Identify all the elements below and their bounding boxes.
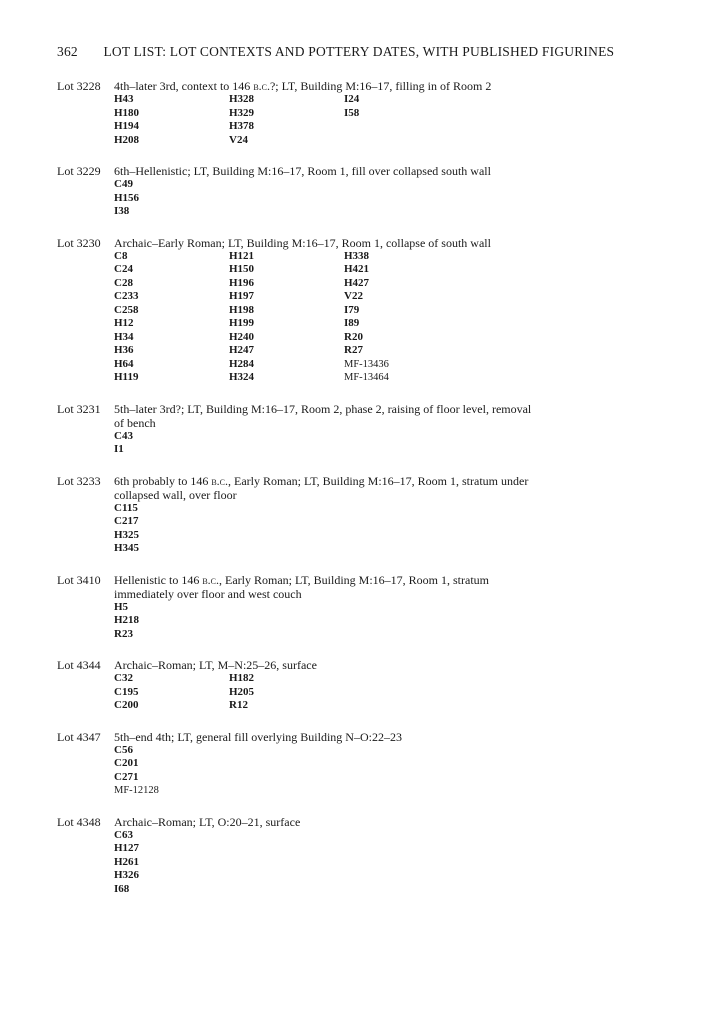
figurine-catalog-number: H127	[114, 842, 140, 854]
figurine-catalog-number: C49	[114, 178, 133, 190]
figurine-catalog-number: C201	[114, 757, 139, 769]
figurine-catalog-number: H325	[114, 528, 140, 541]
figurine-catalog-number: C233	[114, 290, 139, 302]
figurine-list	[114, 178, 677, 219]
figurine-catalog-number: H43	[114, 93, 134, 105]
figurine-catalog-number: MF-13464	[344, 372, 389, 383]
figurine-catalog-number: H5	[114, 600, 129, 613]
figurine-catalog-number: H378	[229, 120, 255, 132]
page-title: LOT LIST: LOT CONTEXTS AND POTTERY DATES, WITH PUBLISHED FIGURINES	[103, 44, 615, 59]
figurine-catalog-number: H150	[229, 263, 255, 275]
figurine-catalog-number: C28	[114, 276, 133, 289]
lot-body	[114, 658, 677, 713]
lot-label: Lot 3233	[57, 473, 101, 488]
lot-body	[114, 815, 677, 897]
figurine-catalog-number: H326	[114, 869, 140, 881]
figurine-catalog-number: MF-13436	[344, 358, 389, 370]
figurine-catalog-number: V24	[229, 133, 248, 146]
figurine-list	[114, 502, 677, 556]
figurine-catalog-number: H197	[229, 290, 255, 302]
figurine-catalog-number: C195	[114, 685, 139, 698]
lot-entry	[57, 815, 677, 897]
figurine-catalog-number: H324	[229, 371, 255, 383]
figurine-catalog-number: R20	[344, 330, 363, 343]
lot-label: Lot 3231	[57, 401, 101, 416]
page-header	[57, 44, 614, 60]
figurine-catalog-number: H218	[114, 614, 140, 626]
lot-entry	[57, 573, 677, 642]
lot-description: Archaic–Roman; LT, M–N:25–26, surface	[114, 658, 317, 672]
figurine-catalog-number: H194	[114, 120, 140, 132]
figurine-catalog-number: H345	[114, 542, 140, 554]
figurine-catalog-number: I24	[344, 93, 360, 105]
figurine-catalog-number: H156	[114, 191, 140, 204]
lot-entry	[57, 658, 677, 713]
figurine-catalog-number: H182	[229, 672, 255, 684]
lot-body	[114, 402, 677, 457]
figurine-catalog-number: H329	[229, 106, 255, 119]
lot-description: 6th probably to 146 b.c., Early Roman; LT, Building M:16–17, Room 1, stratum under collapsed wall, over floor	[114, 473, 529, 502]
figurine-catalog-number: R27	[344, 344, 363, 356]
figurine-catalog-number: H121	[229, 249, 255, 262]
lot-description: Hellenistic to 146 b.c., Early Roman; LT, Building M:16–17, Room 1, stratum immediately over floor and west couch	[114, 572, 489, 601]
figurine-catalog-number: H328	[229, 93, 255, 105]
figurine-catalog-number: C258	[114, 303, 139, 316]
figurine-catalog-number: H199	[229, 317, 255, 329]
lot-body	[114, 573, 677, 642]
figurine-catalog-number: I1	[114, 443, 124, 455]
lot-label: Lot 4348	[57, 814, 101, 829]
lot-entry	[57, 79, 677, 147]
figurine-catalog-number: C24	[114, 263, 133, 275]
figurine-catalog-number: H240	[229, 330, 255, 343]
lot-entry	[57, 402, 677, 457]
figurine-catalog-number: C43	[114, 429, 133, 442]
figurine-catalog-number: H196	[229, 276, 255, 289]
lot-body	[114, 236, 677, 385]
figurine-catalog-number: V22	[344, 290, 363, 302]
figurine-catalog-number: R23	[114, 627, 133, 640]
figurine-catalog-number: I68	[114, 882, 130, 895]
figurine-catalog-number: C217	[114, 515, 139, 527]
lot-label: Lot 4347	[57, 729, 101, 744]
figurine-catalog-number: H247	[229, 344, 255, 356]
lot-body	[114, 730, 677, 798]
lot-description: 5th–end 4th; LT, general fill overlying Building N–O:22–23	[114, 729, 402, 744]
figurine-catalog-number: H119	[114, 371, 139, 383]
figurine-catalog-number: C200	[114, 699, 139, 711]
figurine-catalog-number: MF-12128	[114, 785, 159, 796]
figurine-catalog-number: R12	[229, 699, 248, 711]
figurine-catalog-number: H208	[114, 133, 140, 146]
figurine-catalog-number: H198	[229, 303, 255, 316]
figurine-catalog-number: H180	[114, 106, 140, 119]
lot-label: Lot 3229	[57, 164, 101, 178]
figurine-list	[114, 250, 677, 385]
figurine-catalog-number: C271	[114, 770, 139, 783]
figurine-catalog-number: H36	[114, 344, 134, 356]
figurine-catalog-number: H34	[114, 330, 134, 343]
lot-label: Lot 4344	[57, 658, 101, 672]
figurine-catalog-number: H261	[114, 855, 140, 868]
figurine-catalog-number: C8	[114, 249, 128, 262]
lot-list	[57, 79, 677, 913]
figurine-catalog-number: H64	[114, 357, 134, 370]
lot-label: Lot 3228	[57, 79, 101, 93]
figurine-list	[114, 601, 677, 642]
figurine-catalog-number: I38	[114, 205, 130, 217]
figurine-catalog-number: I79	[344, 303, 360, 316]
lot-description: Archaic–Early Roman; LT, Building M:16–17, Room 1, collapse of south wall	[114, 235, 491, 250]
figurine-catalog-number: H427	[344, 276, 370, 289]
figurine-list	[114, 93, 677, 147]
figurine-catalog-number: C115	[114, 501, 138, 514]
lot-entry	[57, 730, 677, 798]
lot-description: 4th–later 3rd, context to 146 b.c.?; LT, Building M:16–17, filling in of Room 2	[114, 79, 492, 93]
lot-label: Lot 3410	[57, 572, 101, 587]
lot-label: Lot 3230	[57, 235, 101, 250]
figurine-list	[114, 744, 677, 798]
figurine-catalog-number: C56	[114, 743, 133, 756]
lot-description: 6th–Hellenistic; LT, Building M:16–17, Room 1, fill over collapsed south wall	[114, 164, 491, 178]
lot-description: 5th–later 3rd?; LT, Building M:16–17, Room 2, phase 2, raising of floor level, removal of bench	[114, 401, 532, 430]
figurine-catalog-number: H421	[344, 263, 370, 275]
lot-entry	[57, 164, 677, 219]
figurine-list	[114, 430, 677, 457]
figurine-catalog-number: C63	[114, 828, 133, 841]
figurine-catalog-number: I58	[344, 106, 360, 119]
figurine-list	[114, 672, 677, 713]
lot-body	[114, 164, 677, 219]
lot-body	[114, 474, 677, 556]
figurine-catalog-number: H205	[229, 685, 255, 698]
figurine-list	[114, 829, 677, 897]
lot-description: Archaic–Roman; LT, O:20–21, surface	[114, 814, 301, 829]
figurine-catalog-number: H338	[344, 249, 370, 262]
lot-entry	[57, 236, 677, 385]
figurine-catalog-number: H12	[114, 317, 134, 329]
lot-entry	[57, 474, 677, 556]
figurine-catalog-number: C32	[114, 672, 133, 684]
figurine-catalog-number: H284	[229, 357, 255, 370]
lot-body	[114, 79, 677, 147]
figurine-catalog-number: I89	[344, 317, 360, 329]
page-number: 362	[57, 44, 78, 59]
